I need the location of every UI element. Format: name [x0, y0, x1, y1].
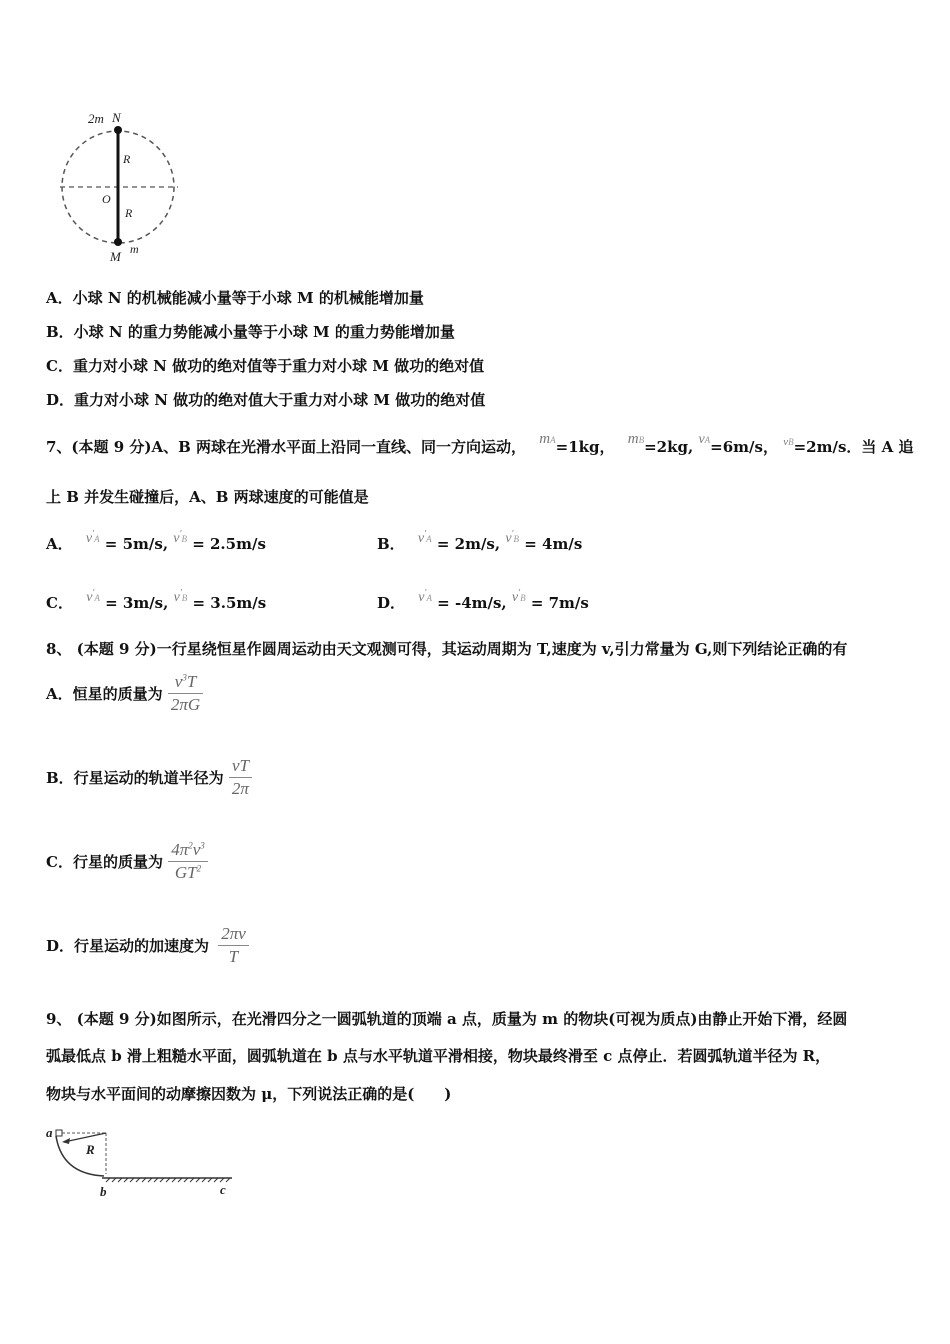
- symbol-vB-prime: v′B: [505, 528, 520, 546]
- label-R-bottom: R: [125, 206, 133, 220]
- symbol-vB: vB: [783, 436, 794, 448]
- symbol-vA-prime: v′A: [417, 528, 432, 546]
- label-O: O: [102, 192, 111, 206]
- formula-star-mass: $\frac{v^3T}{2\pi G}$: [168, 672, 203, 715]
- symbol-vB-prime: v′B: [173, 587, 188, 605]
- label-m: m: [130, 242, 139, 256]
- q7-vB-value: =2m/s．当 A 追: [793, 438, 914, 456]
- q7-stem-part1: 7、(本题 9 分)A、B 两球在光滑水平面上沿同一直线、同一方向运动，: [46, 438, 527, 456]
- label-b: b: [100, 1184, 107, 1199]
- q8-option-b: B．行星运动的轨道半径为 $\frac{vT}{2\pi}$: [46, 756, 252, 799]
- q7-stem-line1: [46, 431, 914, 457]
- label-R-top: R: [123, 152, 131, 166]
- symbol-vB-prime: v′B: [173, 528, 187, 546]
- q8-stem: 8、 (本题 9 分)一行星绕恒星作圆周运动由天文观测可得，其运动周期为 T,速度为 v,引力常量为 G,则下列结论正确的有: [46, 640, 848, 658]
- q7-option-b: B． v′A = 2m/s, v′B = 4m/s: [377, 528, 583, 553]
- symbol-vA-prime: v′A: [85, 528, 100, 546]
- ball-M: [114, 238, 122, 246]
- label-c: c: [220, 1182, 226, 1197]
- formula-orbit-radius: $\frac{vT}{2\pi}$: [229, 756, 252, 799]
- q7-option-d: D． v′A = -4m/s, v′B = 7m/s: [377, 587, 589, 612]
- q7-mB-value: =2kg,: [644, 438, 694, 456]
- circle-rod-figure: [50, 105, 200, 265]
- radius-arrow: [64, 1133, 106, 1142]
- symbol-vB-prime: v′B: [511, 587, 526, 605]
- q7-option-a: A． v′A = 5m/s, v′B = 2.5m/s: [46, 528, 266, 553]
- symbol-mA: mA: [539, 431, 556, 447]
- label-R: R: [86, 1142, 95, 1157]
- q9-stem-line1: 9、 (本题 9 分)如图所示，在光滑四分之一圆弧轨道的顶端 a 点，质量为 m 的物块(可视为质点)由静止开始下滑，经圆: [46, 1010, 848, 1028]
- symbol-mB: mB: [627, 431, 645, 447]
- q7-vA-value: =6m/s，: [710, 438, 778, 456]
- quarter-arc-track-figure: [42, 1122, 242, 1202]
- label-M: M: [110, 249, 121, 264]
- symbol-vA-prime: v′A: [418, 587, 432, 605]
- ball-N: [114, 126, 122, 134]
- q6-option-b: B．小球 N 的重力势能减小量等于小球 M 的重力势能增加量: [46, 323, 455, 341]
- formula-acceleration: $\frac{2\pi v}{T}$: [218, 924, 249, 967]
- label-2m: 2m: [88, 111, 104, 126]
- q9-stem-line2: 弧最低点 b 滑上粗糙水平面，圆弧轨道在 b 点与水平轨道平滑相接，物块最终滑至 c 点停止．若圆弧轨道半径为 R，: [46, 1047, 831, 1065]
- formula-planet-mass: $\frac{4\pi^2v^3}{GT^2}$: [168, 840, 208, 883]
- q6-option-a: A．小球 N 的机械能减小量等于小球 M 的机械能增加量: [46, 289, 424, 307]
- label-N: N: [112, 110, 121, 125]
- q9-stem-line3: 物块与水平面间的动摩擦因数为 μ，下列说法正确的是( ): [46, 1085, 452, 1103]
- q7-mA-value: =1kg，: [555, 438, 615, 456]
- symbol-vA-prime: v′A: [86, 587, 100, 605]
- q8-option-d: D．行星运动的加速度为 $\frac{2\pi v}{T}$: [46, 924, 249, 967]
- radius-arrowhead: [62, 1138, 70, 1144]
- q8-option-c: C．行星的质量为 $\frac{4\pi^2v^3}{GT^2}$: [46, 840, 208, 883]
- q6-option-d: D．重力对小球 N 做功的绝对值大于重力对小球 M 做功的绝对值: [46, 391, 486, 409]
- q7-stem-line2: 上 B 并发生碰撞后，A、B 两球速度的可能值是: [46, 488, 369, 506]
- q7-option-c: C． v′A = 3m/s, v′B = 3.5m/s: [46, 587, 267, 612]
- q8-option-a: A．恒星的质量为 $\frac{v^3T}{2\pi G}$: [46, 672, 203, 715]
- q6-option-c: C．重力对小球 N 做功的绝对值等于重力对小球 M 做功的绝对值: [46, 357, 485, 375]
- label-a: a: [46, 1125, 53, 1140]
- block-at-a: [56, 1130, 62, 1136]
- symbol-vA: vA: [698, 432, 711, 447]
